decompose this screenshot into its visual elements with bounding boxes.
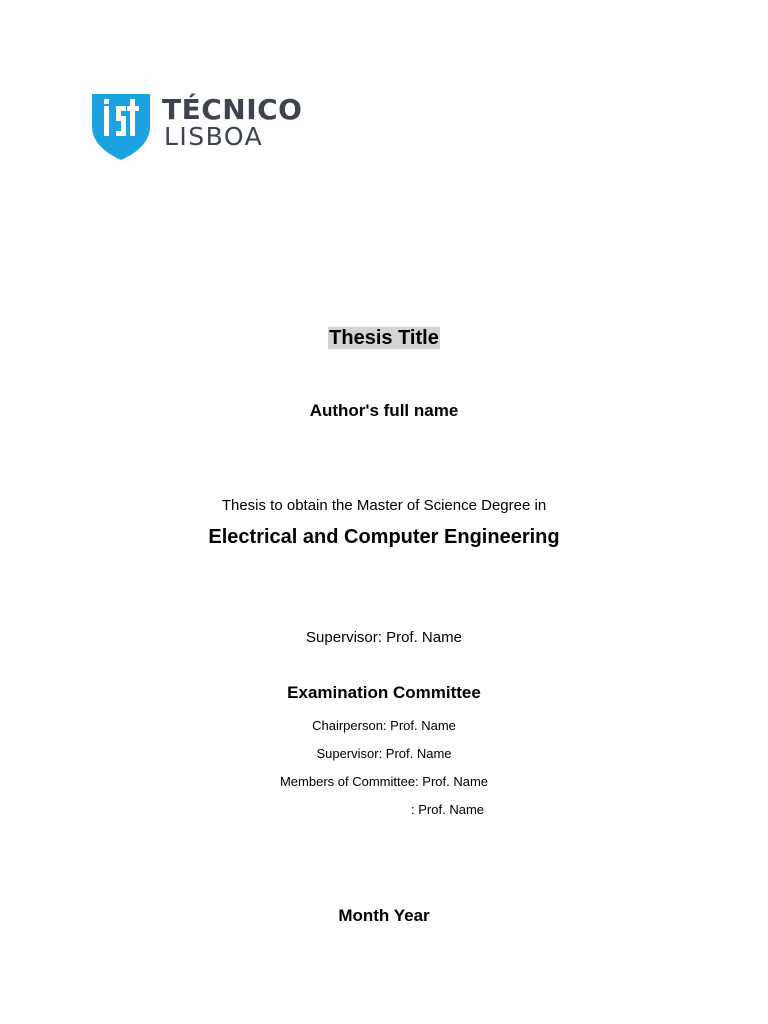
supervisor-line: Supervisor: Prof. Name: [306, 629, 462, 646]
committee-chairperson: Chairperson: Prof. Name: [312, 718, 456, 733]
logo-word-tecnico: TÉCNICO: [162, 93, 303, 126]
degree-intro: Thesis to obtain the Master of Science Degree in: [221, 497, 547, 514]
committee-members: Members of Committee: Prof. Name: [279, 774, 489, 789]
committee-extra-member: : Prof. Name: [411, 802, 484, 817]
thesis-title: Thesis Title: [329, 327, 439, 349]
committee-heading: Examination Committee: [287, 683, 481, 702]
degree-name: Electrical and Computer Engineering: [208, 526, 560, 548]
author-name: Author's full name: [309, 401, 459, 420]
committee-supervisor: Supervisor: Prof. Name: [316, 746, 452, 761]
tecnico-lisboa-logo: [92, 93, 303, 160]
thesis-date: Month Year: [338, 906, 430, 925]
logo-word-lisboa: LISBOA: [164, 122, 264, 151]
shield-icon: [92, 94, 152, 160]
thesis-title-line: [0, 325, 768, 351]
